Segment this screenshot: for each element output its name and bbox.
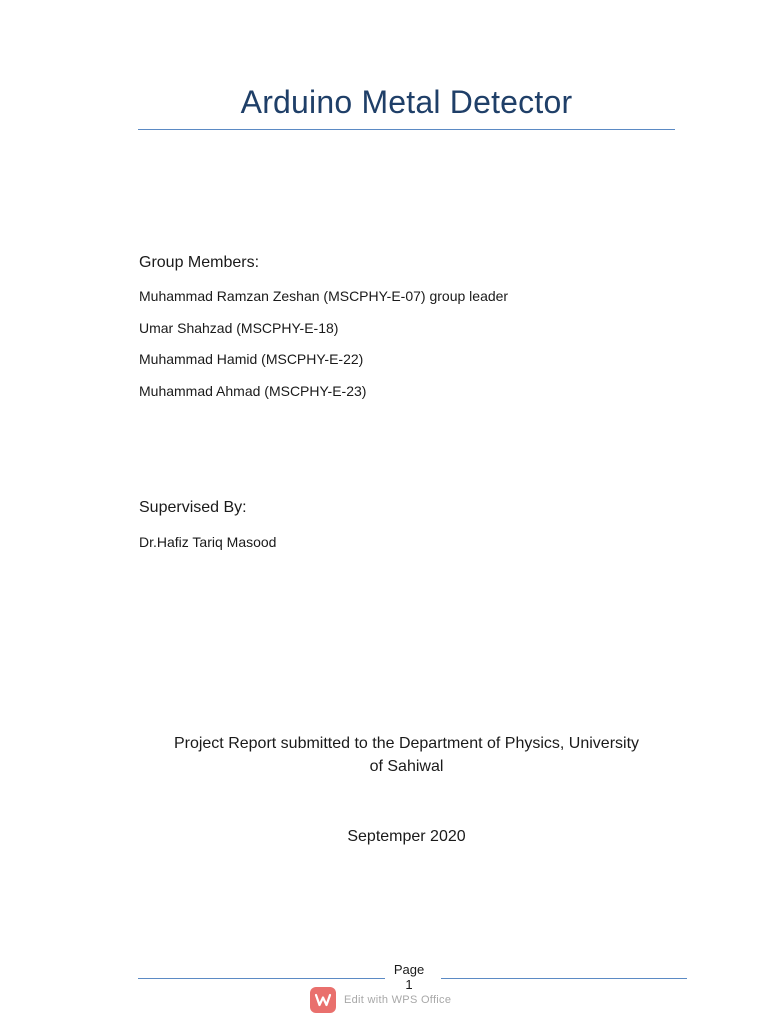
member-item: Muhammad Hamid (MSCPHY-E-22) — [139, 351, 364, 367]
wps-watermark-text: Edit with WPS Office — [344, 994, 452, 1006]
footer-rule-left — [138, 978, 385, 979]
submission-statement — [138, 732, 675, 778]
footer-rule-right — [441, 978, 687, 979]
submission-line-2: of Sahiwal — [369, 758, 444, 775]
page-label-text: Page — [393, 962, 425, 977]
supervised-by-heading: Supervised By: — [139, 499, 247, 516]
document-title: Arduino Metal Detector — [240, 84, 573, 120]
wps-logo-icon — [310, 987, 336, 1013]
submission-line-1: Project Report submitted to the Department of Physics, University — [173, 735, 640, 752]
wps-watermark[interactable] — [310, 987, 451, 1013]
title-divider — [138, 129, 675, 130]
member-item: Umar Shahzad (MSCPHY-E-18) — [139, 320, 339, 336]
group-members-heading: Group Members: — [139, 254, 260, 271]
member-item: Muhammad Ahmad (MSCPHY-E-23) — [139, 383, 367, 399]
member-item: Muhammad Ramzan Zeshan (MSCPHY-E-07) group leader — [139, 288, 509, 304]
submission-date: Septemper 2020 — [347, 828, 466, 845]
supervisor-name: Dr.Hafiz Tariq Masood — [139, 534, 277, 550]
page-number: 1 — [405, 977, 413, 992]
